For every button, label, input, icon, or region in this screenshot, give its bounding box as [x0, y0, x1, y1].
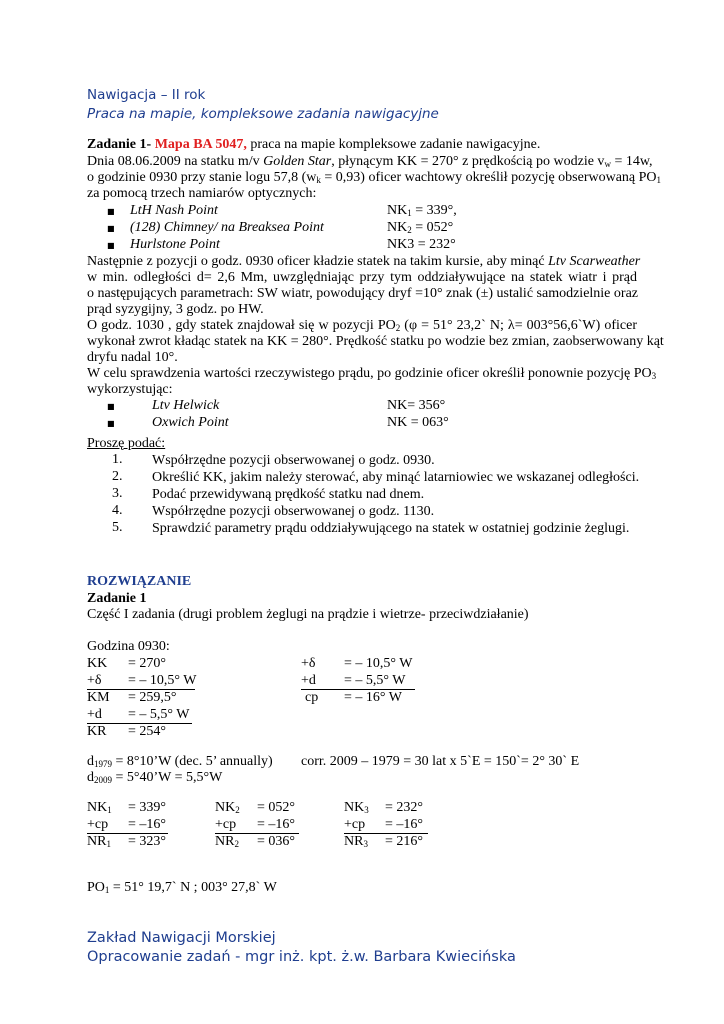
declination-1979: $d_{1979}$ = 8°10’W (dec. 5’ annually)	[87, 754, 273, 769]
solution-part-description: Część I zadania (drugi problem żeglugi na prądzie i wietrze- przeciwdziałanie)	[87, 607, 529, 622]
solution-heading: ROZWIĄZANIE	[87, 574, 192, 589]
observed-position-result: $PO_1 = 51^\circ$ 19,7` N ; 003° 27,8` W	[87, 880, 277, 895]
task-title-rest: praca na mapie kompleksowe zadanie nawigacyjne.	[250, 137, 541, 152]
task-paragraph-line: W celu sprawdzenia wartości rzeczywistego prądu, po godzinie oficer określił ponownie pozycję $PO_3$	[87, 366, 657, 381]
task-paragraph-line: wykonał zwrot kładąc statek na KK = 280°. Prędkość statku po wodzie bez zmian, zaobserwowany kąt	[87, 334, 664, 349]
footer-department: Zakład Nawigacji Morskiej	[87, 930, 276, 946]
task-paragraph-line: prąd syzygijny, 3 godz. po HW.	[87, 302, 264, 317]
task-paragraph-line: O godz. 1030 , gdy statek znajdował się w pozycji $PO_2$ (φ = 51° 23,2` N; λ= 003°56,6`W) oficer	[87, 318, 637, 333]
course-subtitle: Praca na mapie, kompleksowe zadania nawigacyjne	[87, 106, 439, 122]
task-paragraph-line: Dnia 08.06.2009 na statku m/v Golden Star, płynącym KK = 270° z prędkością po wodzie $v_w = 14w$,	[87, 154, 653, 169]
task-title	[87, 137, 540, 153]
task-paragraph-line: Następnie z pozycji o godz. 0930 oficer kładzie statek na takim kursie, aby minąć Ltv Scarweather	[87, 254, 641, 269]
bullet-icon: ■	[107, 419, 115, 428]
course-title: Nawigacja – II rok	[87, 87, 206, 103]
task-label: Zadanie 1-	[87, 137, 152, 152]
hour-label: Godzina 0930:	[87, 639, 170, 654]
footer-author: Opracowanie zadań - mgr inż. kpt. ż.w. Barbara Kwiecińska	[87, 949, 516, 965]
task-paragraph-line: wykorzystując:	[87, 382, 173, 397]
ship-name: Golden Star	[263, 154, 332, 169]
map-reference: Mapa BA 5047,	[154, 137, 247, 152]
declination-2009: $d_{2009}$ = 5°40’W = 5,5°W	[87, 770, 223, 785]
bullet-icon: ■	[107, 241, 115, 250]
task-paragraph-line: o godzinie 0930 przy stanie logu 57,8 $(w_k = 0,93)$ oficer wachtowy określił pozycję obserwowaną $PO_1$	[87, 170, 662, 185]
task-paragraph-line: za pomocą trzech namiarów optycznych:	[87, 186, 317, 201]
bullet-icon: ■	[107, 402, 115, 411]
document-page: Nawigacja – II rok Praca na mapie, kompleksowe zadania nawigacyjne Zadanie 1- Mapa BA 5047, praca na mapie kompleksowe zadanie nawigacyjne. Dnia 08.06.2009 na statku m/v Golden Star, płynącym KK = 270° z prędkością po wodzie $v_w = 14w$, o godzinie 0930 przy stanie logu 57,8 $(w_k = 0,93)$ oficer wachtowy określił pozycję obserwowaną $PO_1$ za pomocą trzech namiarów optycznych: ■ LtH Nash Point $NK_1 = 339^\circ$, ■ (128) Chimney/ na Breaksea Point $NK_2 = 052^\circ$ ■ Hurlstone Point NK3 = 232° Następnie z pozycji o godz. 0930 oficer kładzie statek na takim kursie, aby minąć Ltv Scarweather w min. odległości d= 2,6 Mm, uwzględniając przy tym oddziaływujące na statek wiatr i prąd o następujących parametrach: SW wiatr, powodujący dryf =10° znak (±) ustalić samodzielnie oraz prąd syzygijny, 3 godz. po HW. O godz. 1030 , gdy statek znajdował się w pozycji $PO_2$ (φ = 51° 23,2` N; λ= 003°56,6`W) oficer wykonał zwrot kładąc statek na KK = 280°. Prędkość statku po wodzie bez zmian, zaobserwowany kąt dryfu nadal 10°. W celu sprawdzenia wartości rzeczywistego prądu, po godzinie oficer określił ponownie pozycję $PO_3$ wykorzystując: ■ Ltv Helwick NK= 356° ■ Oxwich Point NK = 063° Proszę podać: 1. Współrzędne pozycji obserwowanej o godz. 0930. 2. Określić KK, jakim należy sterować, aby minąć latarniowiec we wskazanej odległości. 3. Podać przewidywaną prędkość statku nad dnem. 4. Współrzędne pozycji obserwowanej o godz. 1130. 5. Sprawdzić parametry prądu oddziaływującego na statek w ostatniej godzinie żeglugi. ROZWIĄZANIE Zadanie 1 Część I zadania (drugi problem żeglugi na prądzie i wietrze- przeciwdziałanie) Godzina 0930: KK = 270° +δ = – 10,5° W KM = 259,5° +d = – 5,5° W KR = 254° +δ = – 10,5° W +d = – 5,5° W cp = – 16° W $d_{1979}$ = 8°10’W (dec. 5’ annually) corr. 2009 – 1979 = 30 lat x 5`E = 150`= 2° 30` E $d_{2009}$ = 5°40’W = 5,5°W $NK_1$ = 339° +cp = –16° $NR_1$ = 323° $NK_2$ = 052° +cp = –16° $NR_2$ = 036° $NK_3$ = 232° +cp = –16° $NR_3$ = 216° $PO_1 = 51^\circ$ 19,7` N ; 003° 27,8` W Zakład Nawigacji Morskiej Opracowanie zadań - mgr inż. kpt. ż.w. Barbara Kwiecińska	[87, 87, 664, 965]
task-paragraph-line: o następujących parametrach: SW wiatr, powodujący dryf =10° znak (±) ustalić samodzielnie oraz	[87, 286, 638, 301]
task-paragraph-line: w min. odległości d= 2,6 Mm, uwzględniając przy tym oddziaływujące na statek wiatr i prąd	[87, 270, 637, 285]
solution-task-label: Zadanie 1	[87, 591, 147, 606]
declination-correction: corr. 2009 – 1979 = 30 lat x 5`E = 150`= 2° 30` E	[301, 754, 580, 769]
bullet-icon: ■	[107, 207, 115, 216]
task-paragraph-line: dryfu nadal 10°.	[87, 350, 178, 365]
questions-heading: Proszę podać:	[87, 436, 166, 451]
bullet-icon: ■	[107, 224, 115, 233]
